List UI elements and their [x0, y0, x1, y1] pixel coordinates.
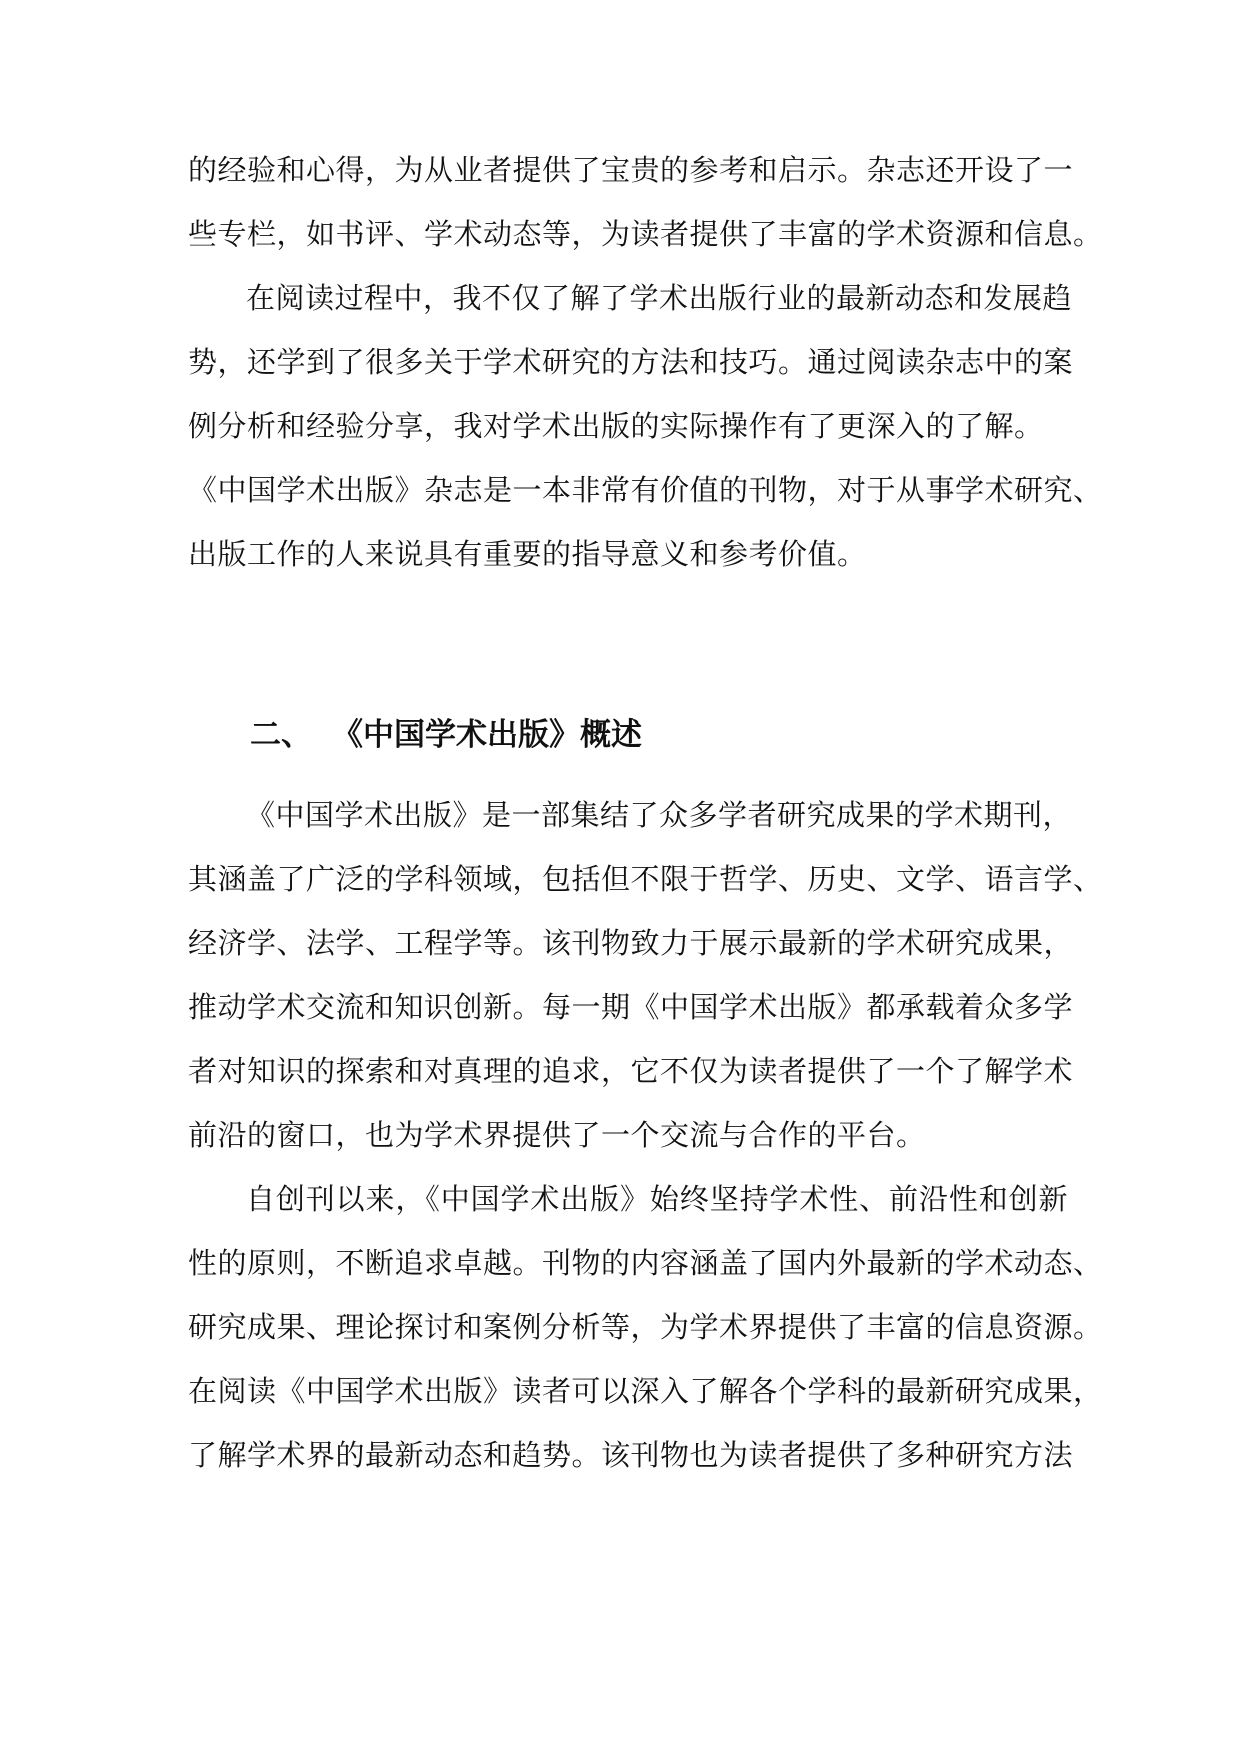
paragraph-line: 经济学、法学、工程学等。该刊物致力于展示最新的学术研究成果，	[188, 926, 1074, 960]
section-title: 《中国学术出版》概述	[332, 717, 642, 753]
paragraph-line: 出版工作的人来说具有重要的指导意义和参考价值。	[188, 537, 867, 571]
section-heading	[250, 710, 642, 760]
paragraph-line: 《中国学术出版》是一部集结了众多学者研究成果的学术期刊，	[246, 798, 1073, 832]
section-number: 二、	[250, 717, 312, 753]
paragraph-line: 研究成果、理论探讨和案例分析等，为学术界提供了丰富的信息资源。	[188, 1310, 1103, 1344]
paragraph-line: 者对知识的探索和对真理的追求，它不仅为读者提供了一个了解学术	[188, 1054, 1074, 1088]
paragraph-line: 在阅读《中国学术出版》读者可以深入了解各个学科的最新研究成果，	[188, 1374, 1103, 1408]
paragraph-line: 性的原则，不断追求卓越。刊物的内容涵盖了国内外最新的学术动态、	[188, 1246, 1103, 1280]
paragraph-line: 前沿的窗口，也为学术界提供了一个交流与合作的平台。	[188, 1118, 926, 1152]
paragraph-line: 《中国学术出版》杂志是一本非常有价值的刊物，对于从事学术研究、	[188, 473, 1103, 507]
paragraph-line: 在阅读过程中，我不仅了解了学术出版行业的最新动态和发展趋	[246, 281, 1073, 315]
paragraph-line: 推动学术交流和知识创新。每一期《中国学术出版》都承载着众多学	[188, 990, 1074, 1024]
paragraph-line: 了解学术界的最新动态和趋势。该刊物也为读者提供了多种研究方法	[188, 1438, 1074, 1472]
paragraph-line: 自创刊以来，《中国学术出版》始终坚持学术性、前沿性和创新	[246, 1182, 1068, 1216]
paragraph-line: 的经验和心得，为从业者提供了宝贵的参考和启示。杂志还开设了一	[188, 153, 1074, 187]
paragraph-line: 些专栏，如书评、学术动态等，为读者提供了丰富的学术资源和信息。	[188, 217, 1103, 251]
paragraph-line: 例分析和经验分享，我对学术出版的实际操作有了更深入的了解。	[188, 409, 1044, 443]
paragraph-line: 势，还学到了很多关于学术研究的方法和技巧。通过阅读杂志中的案	[188, 345, 1074, 379]
paragraph-line: 其涵盖了广泛的学科领域，包括但不限于哲学、历史、文学、语言学、	[188, 862, 1103, 896]
